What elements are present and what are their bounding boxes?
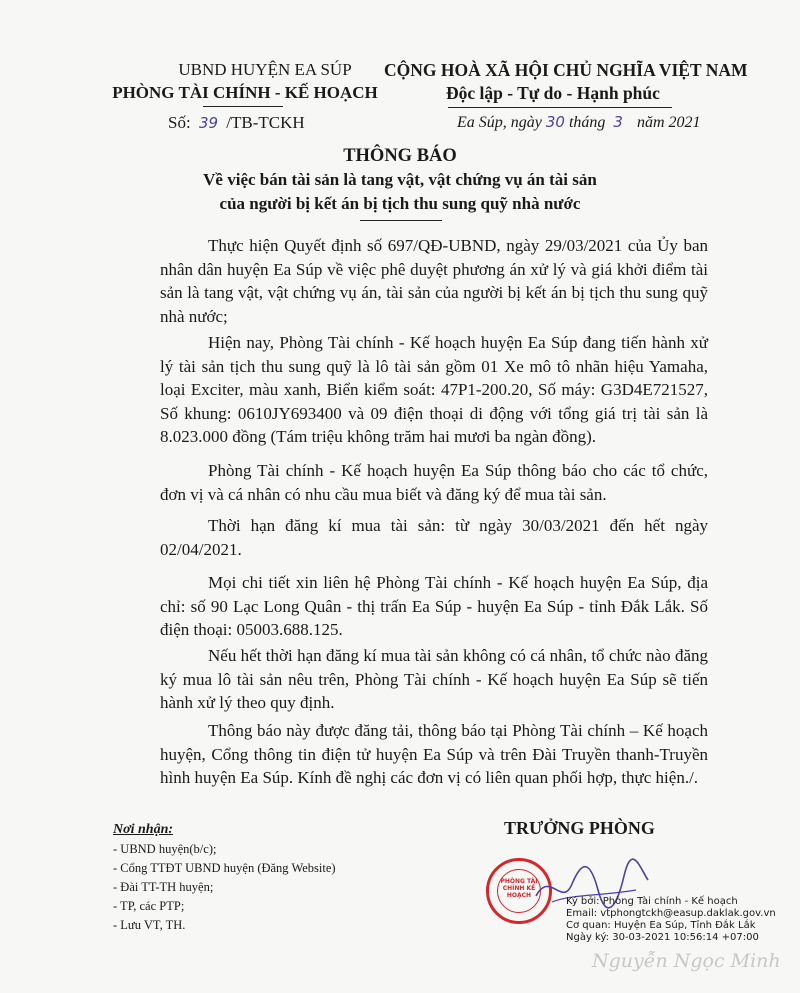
title-underline	[360, 220, 442, 221]
digital-signer-org: Cơ quan: Huyện Ea Súp, Tỉnh Đắk Lắk	[566, 920, 756, 931]
paragraph-announcement: Phòng Tài chính - Kế hoạch huyện Ea Súp thông báo cho các tổ chức, đơn vị và cá nhân có nhu cầu mua biết và đăng ký để mua tài sản.	[160, 461, 708, 504]
date-day-hand: 30	[545, 113, 565, 131]
country-name: CỘNG HOÀ XÃ HỘI CHỦ NGHĨA VIỆT NAM	[384, 60, 748, 80]
recipient-item: - Đài TT-TH huyện;	[113, 880, 214, 894]
recipient-item: - Cổng TTĐT UBND huyện (Đăng Website)	[113, 861, 336, 875]
digital-signed-at: Ngày ký: 30-03-2021 10:56:14 +07:00	[566, 932, 759, 943]
recipients-label: Nơi nhận:	[113, 822, 174, 837]
digital-signer-email: Email: vtphongtckh@easup.daklak.gov.vn	[566, 908, 776, 919]
date-month-label: tháng	[568, 114, 606, 131]
agency-name: PHÒNG TÀI CHÍNH - KẾ HOẠCH	[112, 83, 378, 102]
signer-position: TRƯỞNG PHÒNG	[504, 818, 655, 838]
paragraph-publication: Thông báo này được đăng tải, thông báo tại Phòng Tài chính – Kế hoạch huyện, Cổng thông tin điện tử huyện Ea Súp và trên Đài Truyền thanh-Truyền hình huyện Ea Súp. Kính đề nghị các đơn vị có liên quan phối hợp, thực hiện./.	[160, 721, 708, 788]
notice-subtitle-line1: Về việc bán tài sản là tang vật, vật chứng vụ án tài sản	[203, 170, 597, 189]
doc-number-hand: 39	[198, 114, 219, 132]
doc-number-prefix: Số:	[168, 113, 191, 132]
paragraph-deadline: Thời hạn đăng kí mua tài sản: từ ngày 30/03/2021 đến hết ngày 02/04/2021.	[160, 516, 708, 559]
notice-title: THÔNG BÁO	[343, 146, 457, 166]
signer-name-watermark: Nguyễn Ngọc Minh	[592, 950, 781, 972]
notice-subtitle-line2: của người bị kết án bị tịch thu sung quỹ nhà nước	[219, 194, 581, 213]
doc-number-suffix: /TB-TCKH	[226, 113, 305, 132]
date-place: Ea Súp, ngày	[457, 114, 542, 131]
recipient-item: - UBND huyện(b/c);	[113, 842, 217, 856]
agency-underline	[203, 106, 283, 107]
issue-date	[457, 113, 701, 132]
digital-signer: Ký bởi: Phòng Tài chính - Kế hoạch	[566, 896, 738, 907]
recipient-item: - TP, các PTP;	[113, 899, 185, 913]
date-month-hand: 3	[613, 113, 623, 131]
paragraph-assets: Hiện nay, Phòng Tài chính - Kế hoạch huyện Ea Súp đang tiến hành xử lý tài sản tịch thu sung quỹ là lô tài sản gồm 01 Xe mô tô nhãn hiệu Yamaha, loại Exciter, màu xanh, Biển kiểm soát: 47P1-200.20, Số máy: G3D4E721527, Số khung: 0610JY693400 và 09 điện thoại di động với tổng giá trị tài sản là 8.023.000 đồng (Tám triệu không trăm hai mươi ba ngàn đồng).	[160, 333, 708, 447]
stamp-text: PHÒNG TÀI CHÍNH KẾ HOẠCH	[497, 869, 541, 913]
recipient-item: - Lưu VT, TH.	[113, 918, 186, 932]
motto-underline	[448, 107, 672, 108]
paragraph-contact: Mọi chi tiết xin liên hệ Phòng Tài chính - Kế hoạch huyện Ea Súp, địa chỉ: số 90 Lạc Long Quân - thị trấn Ea Súp - huyện Ea Súp - tỉnh Đắk Lắk. Số điện thoại: 05003.688.125.	[160, 573, 708, 640]
paragraph-no-buyer: Nếu hết thời hạn đăng kí mua tài sản không có cá nhân, tổ chức nào đăng ký mua lô tài sản nêu trên, Phòng Tài chính - Kế hoạch huyện Ea Súp sẽ tiến hành xử lý theo quy định.	[160, 646, 708, 713]
doc-number	[168, 113, 305, 133]
agency-parent: UBND HUYỆN EA SÚP	[178, 60, 352, 79]
date-year: năm 2021	[636, 114, 701, 131]
paragraph-decision: Thực hiện Quyết định số 697/QĐ-UBND, ngày 29/03/2021 của Ủy ban nhân dân huyện Ea Súp về việc phê duyệt phương án xử lý và giá khởi điểm tài sản là tang vật, vật chứng vụ án, tài sản của người bị kết án bị tịch thu sung quỹ nhà nước;	[160, 236, 708, 326]
national-motto: Độc lập - Tự do - Hạnh phúc	[446, 83, 660, 103]
